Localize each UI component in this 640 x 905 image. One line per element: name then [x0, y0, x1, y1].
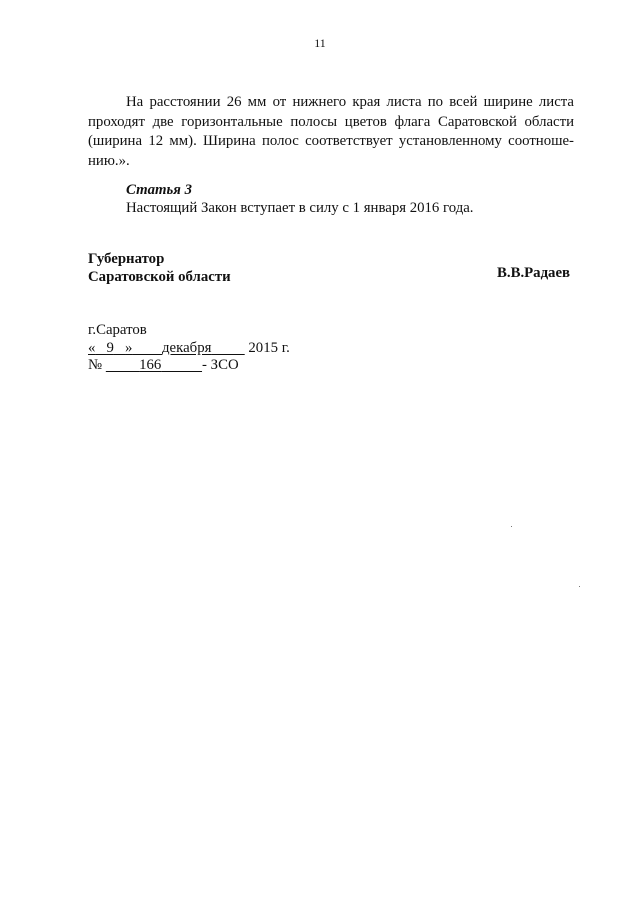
page-number: 11 — [314, 36, 326, 50]
law-number-line — [88, 356, 239, 375]
date-year: 2015 г. — [248, 340, 290, 356]
date-gap — [114, 340, 125, 356]
number-sign: № — [88, 357, 103, 373]
body-paragraph-text: На расстоянии 26 мм от нижнего края листа по всей ширине листа проходят две горизонтальные полосы цветов флага Саратовской области (ширина 12 мм). Ширина полос соответствует установленному соотноше-нию.». — [88, 94, 574, 169]
scan-speck — [579, 586, 580, 587]
number-gap — [106, 357, 139, 373]
article-text: Настоящий Закон вступает в силу с 1 января 2016 года. — [126, 200, 474, 216]
article-heading: Статья 3 — [126, 182, 192, 198]
date-open-quote: « — [88, 340, 96, 356]
signature-name: В.В.Радаев — [497, 265, 571, 281]
city-line: г.Саратов — [88, 322, 147, 338]
signature-title-line2: Саратовской области — [88, 269, 231, 285]
scan-speck — [511, 526, 512, 527]
number-value: 166 — [139, 357, 162, 373]
date-close-quote: » — [125, 340, 133, 356]
signature-title-line1: Губернатор — [88, 251, 165, 267]
date-gap — [211, 340, 244, 356]
number-gap — [161, 357, 202, 373]
date-gap — [132, 340, 162, 356]
date-month: декабря — [162, 340, 212, 356]
date-gap — [95, 340, 106, 356]
body-paragraph — [88, 93, 574, 171]
number-suffix: - ЗСО — [202, 357, 239, 373]
date-day: 9 — [106, 340, 114, 356]
